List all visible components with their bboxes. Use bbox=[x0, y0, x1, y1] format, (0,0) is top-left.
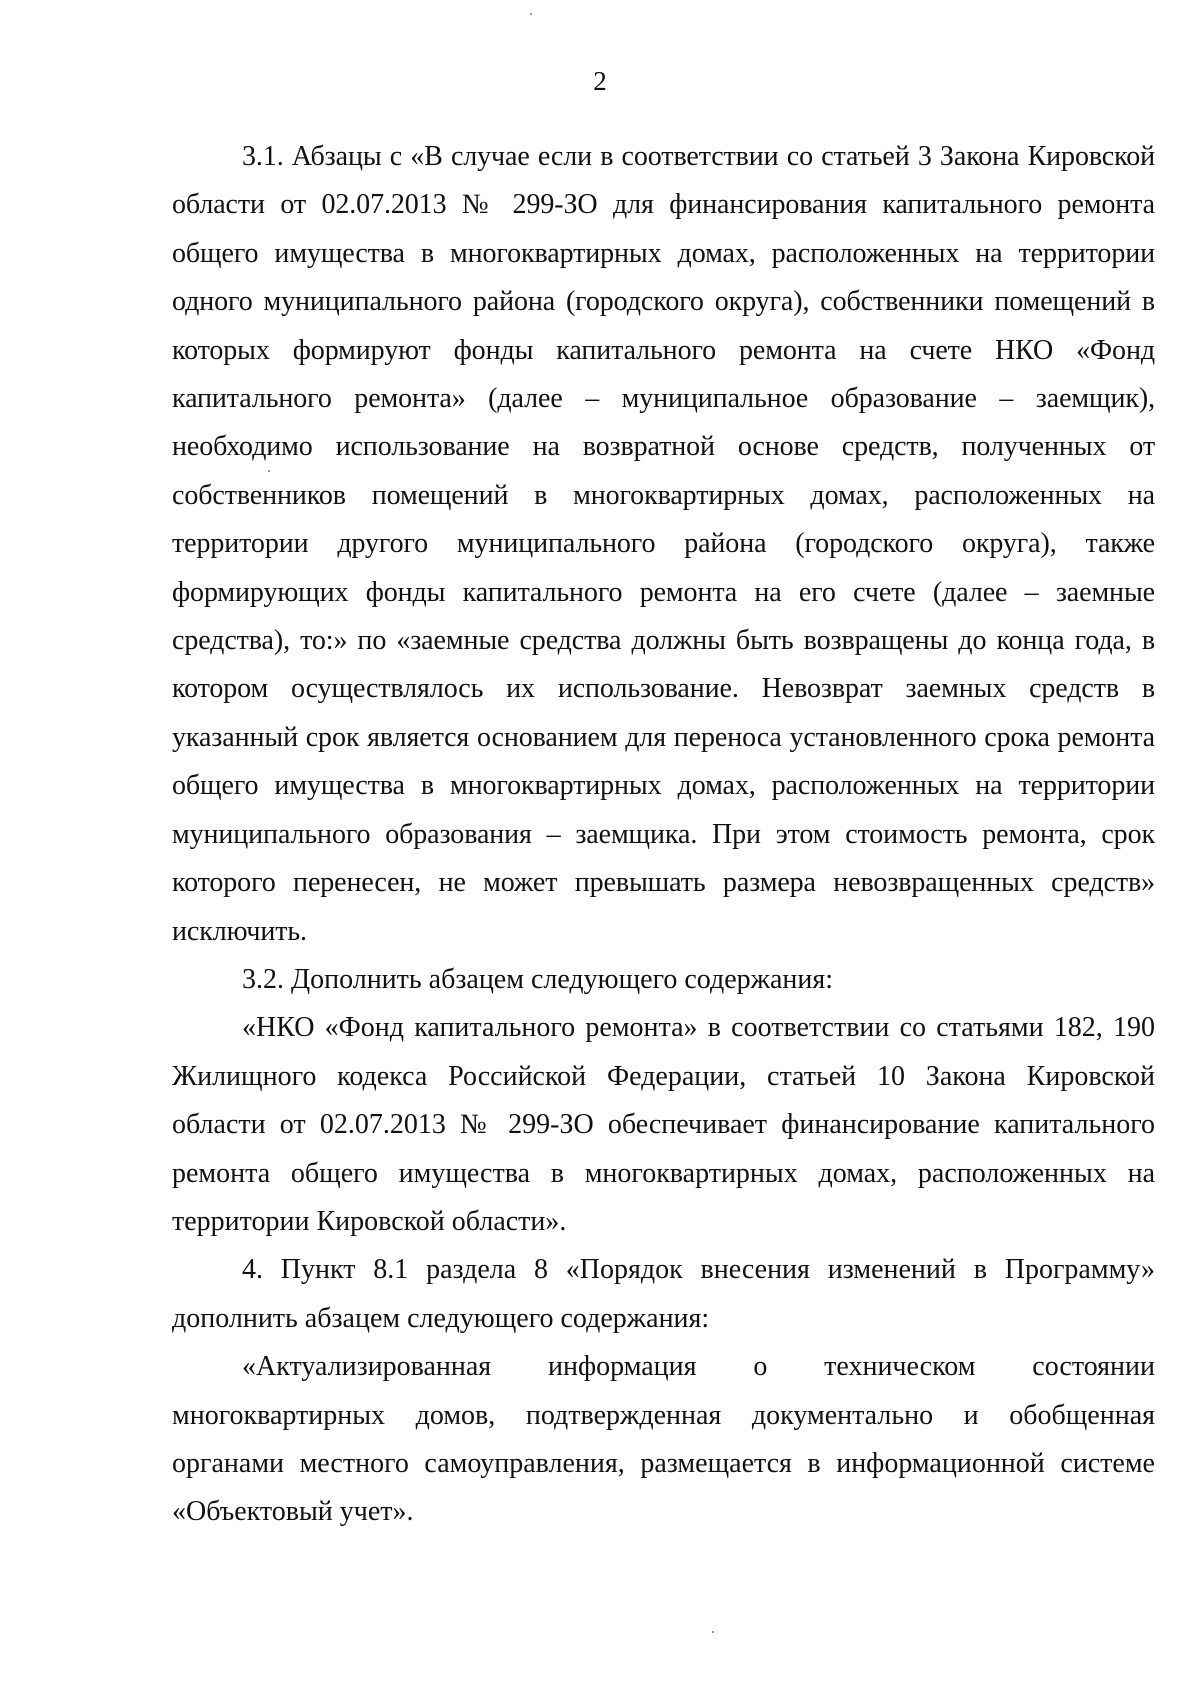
scan-speck bbox=[530, 13, 532, 15]
page-number: 2 bbox=[593, 66, 607, 96]
scan-speck bbox=[712, 1631, 714, 1633]
document-body bbox=[172, 133, 1155, 1537]
scan-speck bbox=[268, 470, 270, 472]
paragraph-4: 4. Пункт 8.1 раздела 8 «Порядок внесения изменений в Программу» дополнить абзацем следующего содержания: bbox=[172, 1254, 1155, 1334]
paragraph-4-quote: «Актуализированная информация о техническом состоянии многоквартирных домов, подтвержденная документально и обобщенная органами местного самоуправления, размещается в информационной системе «Объектовый учет». bbox=[172, 1351, 1155, 1528]
paragraph-3-2-quote: «НКО «Фонд капитального ремонта» в соответствии со статьями 182, 190 Жилищного кодекса Российской Федерации, статьей 10 Закона Кировской области от 02.07.2013 № 299-ЗО обеспечивает финансирование капитального ремонта общего имущества в многоквартирных домах, расположенных на территории Кировской области». bbox=[172, 1012, 1155, 1237]
paragraph-3-2: 3.2. Дополнить абзацем следующего содержания: bbox=[242, 963, 834, 995]
paragraph-3-1: 3.1. Абзацы с «В случае если в соответствии со статьей 3 Закона Кировской области от 02.07.2013 № 299-ЗО для финансирования капитального ремонта общего имущества в многоквартирных домах, расположенных на территории одного муниципального района (городского округа), собственники помещений в которых формируют фонды капитального ремонта на счете НКО «Фонд капитального ремонта» (далее – муниципальное образование – заемщик), необходимо использование на возвратной основе средств, полученных от собственников помещений в многоквартирных домах, расположенных на территории другого муниципального района (городского округа), также формирующих фонды капитального ремонта на его счете (далее – заемные средства), то:» по «заемные средства должны быть возвращены до конца года, в котором осуществлялось их использование. Невозврат заемных средств в указанный срок является основанием для переноса установленного срока ремонта общего имущества в многоквартирных домах, расположенных на территории муниципального образования – заемщика. При этом стоимость ремонта, срок которого перенесен, не может превышать размера невозвращенных средств» исключить. bbox=[172, 141, 1155, 947]
